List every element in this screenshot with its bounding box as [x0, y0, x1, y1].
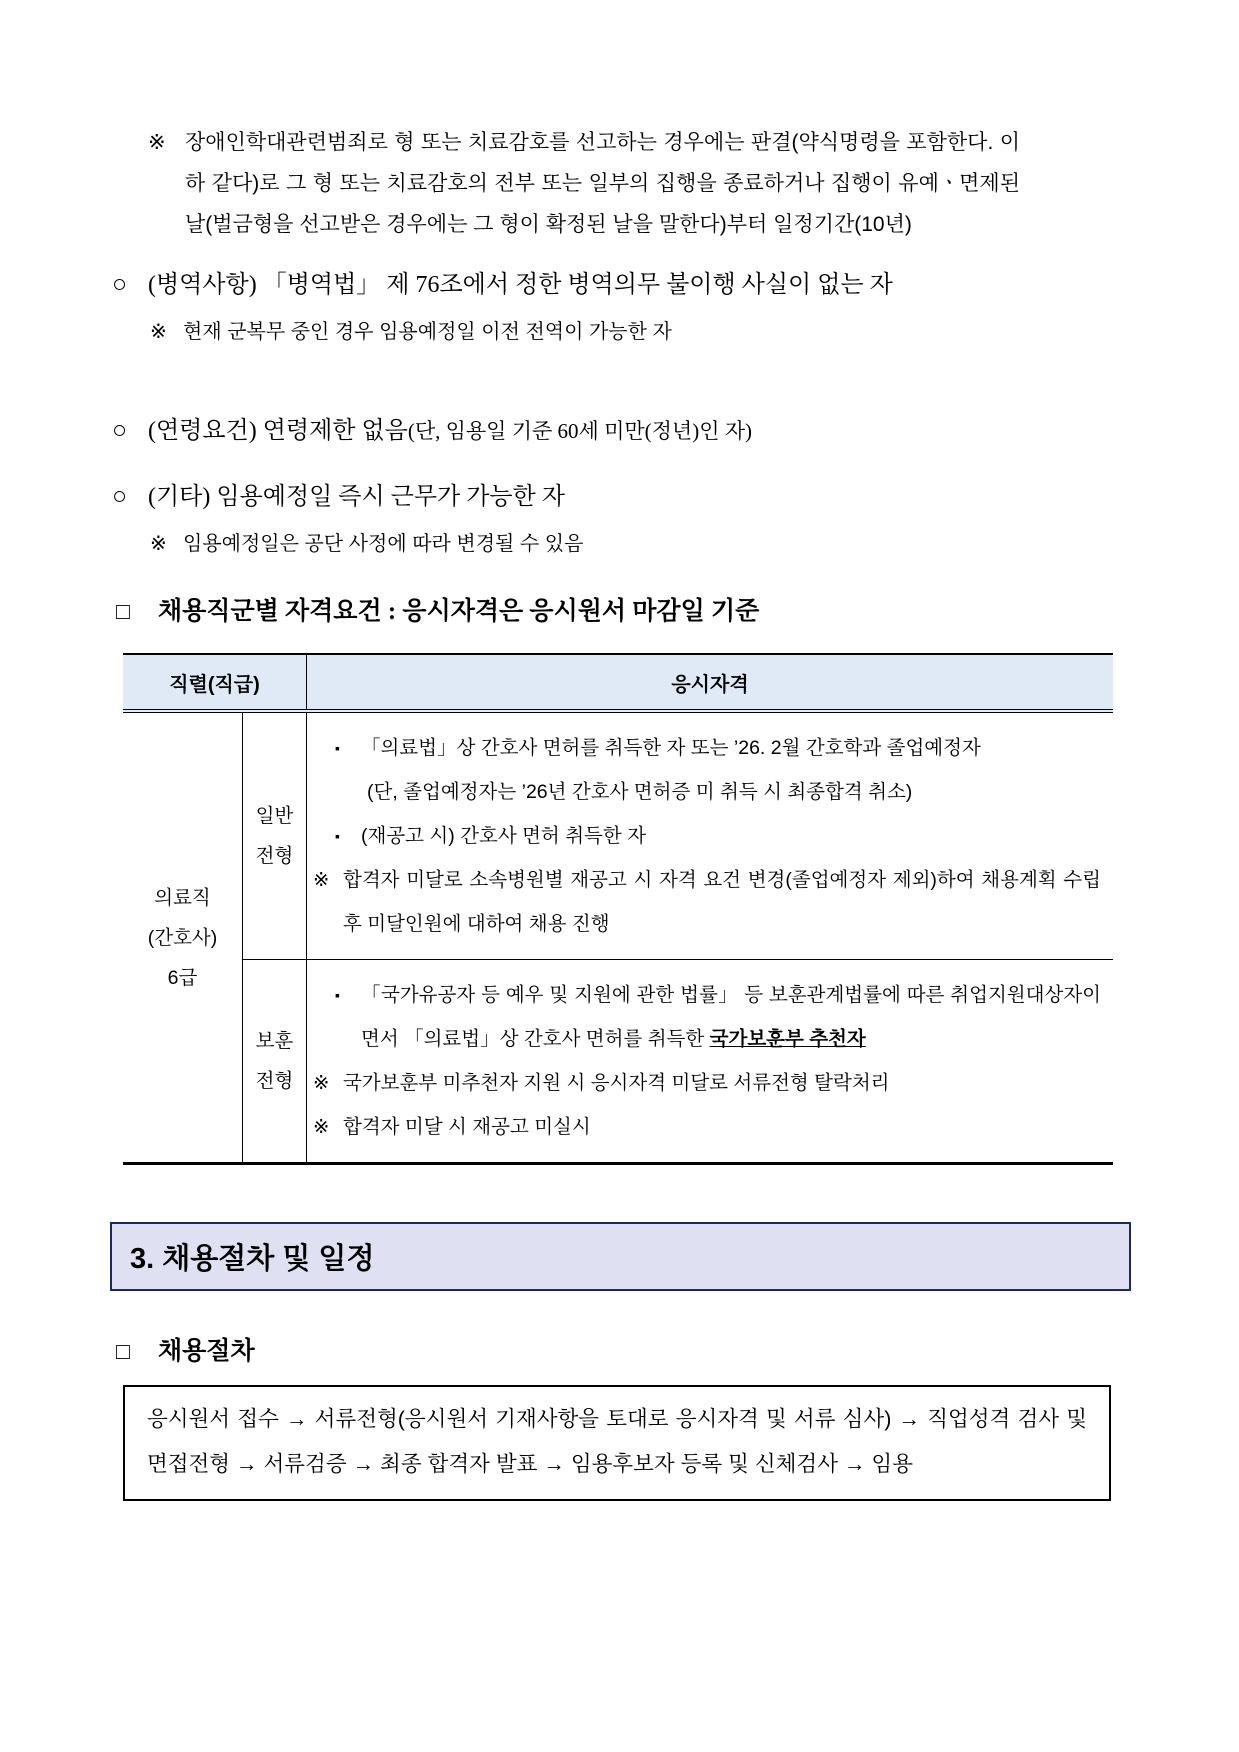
reference-mark-icon: ※: [313, 1116, 330, 1138]
section-3-title: 3. 채용절차 및 일정: [130, 1243, 375, 1275]
reference-mark-icon: ※: [313, 869, 330, 891]
circle-bullet-icon: ○: [112, 417, 128, 444]
procedure-flow-text: 응시원서 접수 → 서류전형(응시원서 기재사항을 토대로 응시자격 및 서류 심사) → 직업성격 검사 및 면접전형 → 서류검증 → 최종 합격자 발표 → 임용후보자 등록 및 신체검사 → 임용: [147, 1407, 1087, 1476]
general-item-3: [307, 814, 1101, 858]
note-appointment-date: [150, 529, 1239, 559]
note-military-service-text: 현재 군복무 중인 경우 임용예정일 이전 전역이 가능한 자: [183, 321, 672, 343]
veteran-note-1: [307, 1061, 1101, 1105]
bullet-age-requirement: [112, 413, 1239, 449]
general-item-2-text: (단, 졸업예정자는 ’26년 간호사 면허증 미 취득 시 최종합격 취소): [367, 781, 913, 803]
circle-bullet-icon: ○: [112, 483, 128, 510]
age-main-text: (연령요건) 연령제한 없음: [148, 418, 408, 444]
track-general-line1: 일반: [255, 805, 294, 827]
square-small-bullet-icon: ▪: [335, 987, 340, 1003]
veteran-bullet-emphasis: 국가보훈부 추천자: [709, 1028, 866, 1050]
column-header-qualification: 응시자격: [671, 673, 749, 696]
bullet-etc-text: (기타) 임용예정일 즉시 근무가 가능한 자: [148, 484, 565, 510]
qualification-table-header: [123, 655, 1113, 713]
note-appointment-date-text: 임용예정일은 공단 사정에 따라 변경될 수 있음: [183, 533, 584, 555]
veteran-item-1: [307, 973, 1101, 1061]
qualification-table-body: [123, 713, 1113, 1162]
square-small-bullet-icon: ▪: [335, 828, 340, 844]
veteran-note-2: [307, 1105, 1101, 1149]
general-item-4: [307, 858, 1101, 946]
age-paren-text: (단, 임용일 기준 60세 미만(정년)인 자): [407, 419, 753, 443]
reference-mark-icon: ※: [150, 533, 167, 555]
square-small-bullet-icon: ▪: [335, 740, 340, 756]
general-item-2: [307, 770, 1101, 814]
track-veteran-line2: 전형: [255, 1070, 294, 1092]
bullet-age-requirement-text: [148, 413, 752, 449]
procedure-flow-box: [123, 1385, 1111, 1501]
veteran-note-2-text: 합격자 미달 시 재공고 미실시: [343, 1116, 591, 1138]
procedure-heading: [116, 1335, 1239, 1369]
note-military-service: [150, 317, 1239, 347]
general-item-1-text: 「의료법」상 간호사 면허를 취득한 자 또는 ’26. 2월 간호학과 졸업예정자: [361, 737, 981, 759]
section-3-header: [110, 1222, 1131, 1291]
cell-content-general: [307, 713, 1113, 960]
bullet-etc: [112, 479, 1239, 515]
cell-track-general: [243, 713, 307, 960]
veteran-item-1-text: [361, 973, 1101, 1061]
qualification-heading-text: 채용직군별 자격요건 : 응시자격은 응시원서 마감일 기준: [158, 598, 760, 625]
track-veteran-line1: 보훈: [255, 1030, 294, 1052]
column-header-series: 직렬(직급): [123, 655, 307, 709]
reference-mark-icon: ※: [150, 321, 167, 343]
job-group-line2: (간호사): [147, 926, 218, 949]
track-general-line2: 전형: [255, 845, 294, 867]
circle-bullet-icon: ○: [112, 271, 128, 298]
job-group-line1: 의료직: [154, 886, 211, 909]
reference-mark-icon: ※: [313, 1072, 330, 1094]
qualification-table: [123, 653, 1113, 1165]
cell-job-group: [123, 713, 243, 1162]
procedure-heading-text: 채용절차: [158, 1338, 255, 1365]
general-item-4-text: 합격자 미달로 소속병원별 재공고 시 자격 요건 변경(졸업예정자 제외)하여 채용계획 수립 후 미달인원에 대하여 채용 진행: [343, 869, 1101, 935]
job-group-line3: 6급: [167, 966, 198, 989]
note-disability-crime: [148, 122, 1020, 245]
reference-mark-icon: ※: [148, 131, 166, 154]
general-item-3-text: (재공고 시) 간호사 면허 취득한 자: [361, 825, 646, 847]
cell-track-veteran: [243, 960, 307, 1162]
general-item-1: [307, 726, 1101, 770]
square-bullet-icon: □: [116, 1339, 130, 1364]
bullet-military-service: [112, 267, 1239, 303]
square-bullet-icon: □: [116, 599, 130, 624]
qualification-heading: [116, 595, 1239, 629]
veteran-note-1-text: 국가보훈부 미추천자 지원 시 응시자격 미달로 서류전형 탈락처리: [343, 1072, 890, 1094]
note-disability-crime-text: 장애인학대관련범죄로 형 또는 치료감호를 선고하는 경우에는 판결(약식명령을 포함한다. 이하 같다)로 그 형 또는 치료감호의 전부 또는 일부의 집행을 종료하거나 집행이 유예ㆍ면제된 날(벌금형을 선고받은 경우에는 그 형이 확정된 날을 말한다)부터 일정기간(10년): [185, 131, 1020, 236]
bullet-military-service-text: (병역사항) 「병역법」 제 76조에서 정한 병역의무 불이행 사실이 없는 자: [148, 272, 893, 298]
cell-content-veteran: [307, 960, 1113, 1162]
veteran-bullet-prefix: 「국가유공자 등 예우 및 지원에 관한 법률」 등 보훈관계법률에 따른 취업지원대상자이면서 「의료법」상 간호사 면허를 취득한: [361, 984, 1101, 1050]
